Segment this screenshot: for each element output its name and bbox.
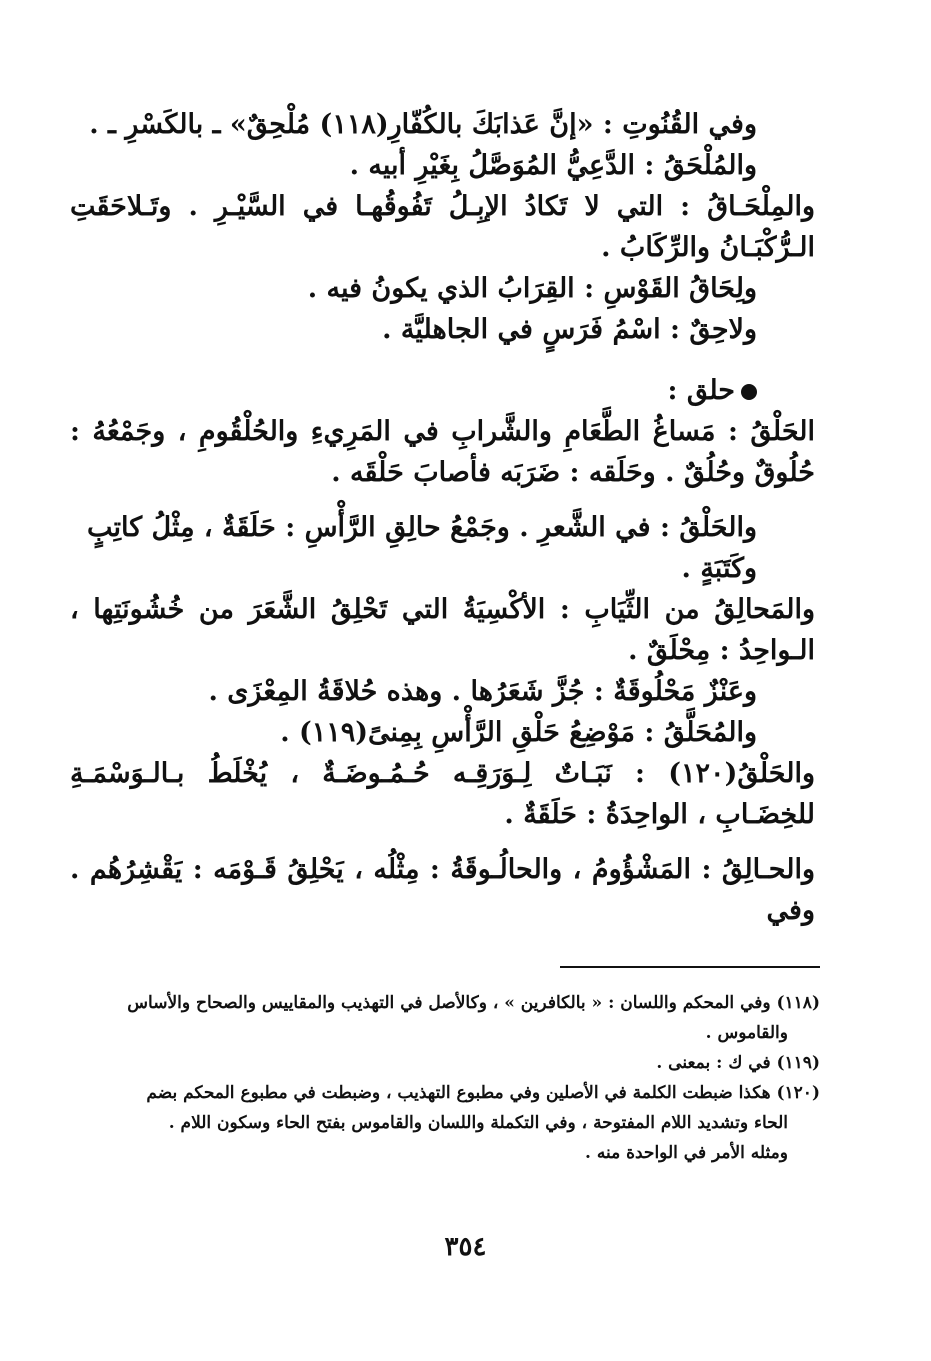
paragraph-mulhaq: والمُلْحَقُ : الدَّعِيُّ المُوَصَّلُ بِغَيْرِ أبيه . bbox=[349, 150, 757, 181]
section-heading-text: حلق : bbox=[667, 375, 735, 406]
section-heading-halq bbox=[70, 370, 815, 411]
paragraph-lahiq: ولاحِقٌ : اسْمُ فَرَسٍ في الجاهليَّة . bbox=[382, 314, 757, 345]
paragraph-halq-throat: الحَلْقُ : مَساغُ الطَّعَامِ والشَّرابِ في المَرِيءِ والحُلْقُومِ ، وجَمْعُهُ : حُلُوقٌ وحُلُقٌ . وحَلَقه : ضَرَبَه فأصابَ حَلْقَه . bbox=[70, 416, 815, 488]
paragraph-mahaliq: والمَحالِقُ من الثِّيَابِ : الأكْسِيَةُ التي تَحْلِقُ الشَّعَرَ من خُشُونَتِها ، الـواحِدُ : مِحْلَقٌ . bbox=[70, 594, 815, 666]
paragraph-milhaq: والمِلْحَـاقُ : التي لا تَكادُ الإبِـلُ تَفُوقُهـا في السَّيْـرِ . وتَـلاحَقَتِ الـرُّكْبَـانُ والرِّكَابُ . bbox=[70, 191, 815, 263]
footnotes bbox=[90, 988, 820, 1168]
paragraph-anz: وعَنْزٌ مَحْلُوقَةٌ : جُزَّ شَعَرُها . وهذه حُلاقَةُ المِعْزَى . bbox=[208, 676, 757, 707]
footnote-separator bbox=[560, 966, 820, 968]
main-text bbox=[70, 104, 815, 931]
paragraph-haliq: والحـالِقُ : المَشْؤُومُ ، والحالُـوقَةُ : مِثْلُه ، يَحْلِقُ قَـوْمَه : يَقْشِرُهُم . وفي bbox=[70, 854, 815, 926]
footnote-119: (١١٩) في ك : بمعنى . bbox=[656, 1053, 820, 1073]
footnote-118: (١١٨) وفي المحكم واللسان : « بالكافرين » ، وكالأصل في التهذيب والمقاييس والصحاح والأساس bbox=[127, 993, 820, 1013]
footnote-120-end: ومثله الأمر في الواحدة منه . bbox=[585, 1143, 788, 1163]
page-number: ٣٥٤ bbox=[444, 1232, 487, 1262]
footnote-120: (١٢٠) هكذا ضبطت الكلمة في الأصلين وفي مطبوع التهذيب ، وضبطت في مطبوع المحكم بضم bbox=[146, 1083, 820, 1103]
bullet-circle-icon bbox=[741, 384, 757, 400]
paragraph-muhallaq: والمُحَلَّقُ : مَوْضِعُ حَلْقِ الرَّأْسِ بِمِنىً(١١٩) . bbox=[280, 717, 757, 748]
paragraph-halq-plant: والحَلْقُ(١٢٠) : نَبَـاتٌ لِـوَرَقِـه حُـمُـوضَـةٌ ، يُخْلَطُ بـالـوَسْمَـةِ للخِضَـابِ ، الواحِدَةُ : حَلَقَةٌ . bbox=[70, 758, 815, 830]
paragraph-qunut: وفي القُنُوتِ : «إنَّ عَذابَكَ بالكُفّارِ(١١٨) مُلْحِقٌ» ـ بالكَسْرِ ـ . bbox=[89, 109, 757, 140]
footnote-120-continued: الحاء وتشديد اللام المفتوحة ، وفي التكملة واللسان والقاموس بفتح الحاء وسكون اللام . bbox=[168, 1113, 788, 1133]
footnote-118-continued: والقاموس . bbox=[705, 1023, 788, 1043]
paragraph-lihaq-qaws: ولِحَاقُ القَوْسِ : القِرَابُ الذي يكونُ فيه . bbox=[307, 273, 757, 304]
paragraph-halq-hair: والحَلْقُ : في الشَّعرِ . وجَمْعُ حالِقِ الرَّأْسِ : حَلَقَةٌ ، مِثْلُ كاتِبٍ وكَتَبَةٍ . bbox=[86, 512, 757, 584]
